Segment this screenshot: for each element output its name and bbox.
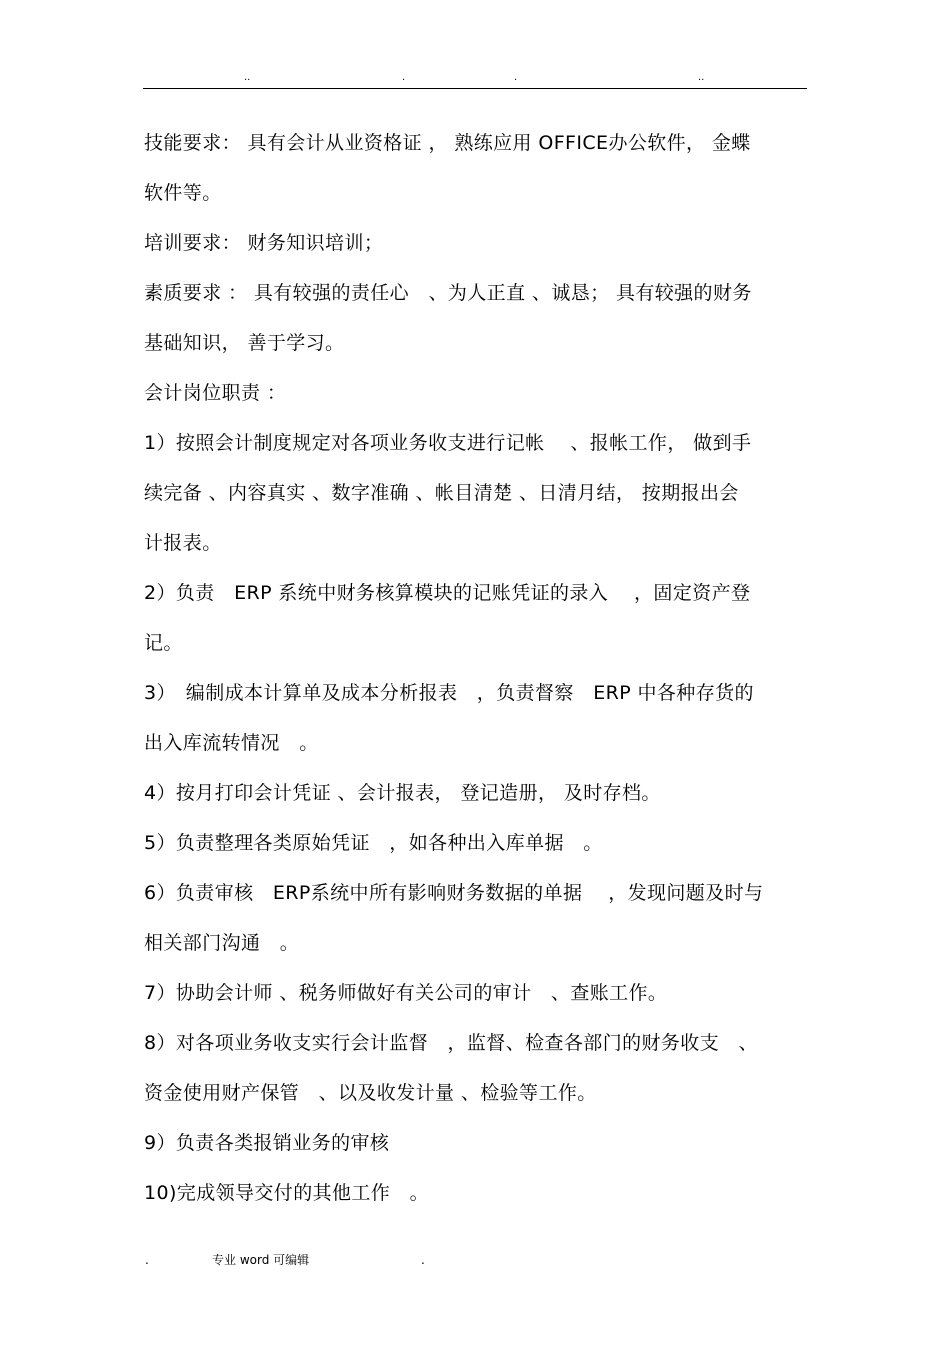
header-mark: ..	[244, 72, 251, 83]
list-item-line: 7）协助会计师 、税务师做好有关公司的审计 、查账工作。	[144, 982, 668, 1004]
list-item-line: 5）负责整理各类原始凭证 ，如各种出入库单据 。	[144, 832, 603, 854]
list-item-line: 3） 编制成本计算单及成本分析报表 ，负责督察 ERP 中各种存货的	[144, 682, 754, 704]
footer-right-mark: .	[421, 1253, 425, 1267]
page-footer	[0, 1250, 950, 1270]
header-rule	[143, 88, 807, 89]
footer-left-mark: .	[145, 1253, 149, 1267]
paragraph-line: 培训要求： 财务知识培训；	[144, 232, 384, 254]
list-item-line: 1）按照会计制度规定对各项业务收支进行记帐 、报帐工作， 做到手	[144, 432, 752, 454]
list-item-line: 出入库流转情况 。	[144, 732, 319, 754]
footer-text: 专业 word 可编辑	[212, 1253, 310, 1267]
paragraph-line: 素质要求 ： 具有较强的责任心 、为人正直 、诚恳； 具有较强的财务	[144, 282, 752, 304]
list-item-line: 8）对各项业务收支实行会计监督 ，监督、检查各部门的财务收支 、	[144, 1032, 758, 1054]
list-item-line: 续完备 、内容真实 、数字准确 、帐目清楚 、日清月结， 按期报出会	[144, 482, 739, 504]
list-item-line: 4）按月打印会计凭证 、会计报表， 登记造册， 及时存档。	[144, 782, 661, 804]
list-item-line: 相关部门沟通 。	[144, 932, 300, 954]
page-header-marks	[0, 70, 950, 86]
section-heading: 会计岗位职责 ：	[144, 382, 287, 404]
header-mark: .	[402, 72, 406, 83]
list-item-line: 资金使用财产保管 、以及收发计量 、检验等工作。	[144, 1082, 597, 1104]
paragraph-line: 软件等。	[144, 182, 222, 204]
header-mark: ..	[698, 72, 705, 83]
list-item-line: 2）负责 ERP 系统中财务核算模块的记账凭证的录入 ，固定资产登	[144, 582, 751, 604]
list-item-line: 计报表。	[144, 532, 222, 554]
paragraph-line: 基础知识， 善于学习。	[144, 332, 345, 354]
list-item-line: 10)完成领导交付的其他工作 。	[144, 1182, 429, 1204]
list-item-line: 9）负责各类报销业务的审核	[144, 1132, 390, 1154]
document-body	[144, 118, 812, 1218]
list-item-line: 记。	[144, 632, 183, 654]
list-item-line: 6）负责审核 ERP系统中所有影响财务数据的单据 ，发现问题及时与	[144, 882, 764, 904]
header-mark: .	[514, 72, 518, 83]
paragraph-line: 技能要求： 具有会计从业资格证 ， 熟练应用 OFFICE办公软件， 金蝶	[144, 132, 751, 154]
